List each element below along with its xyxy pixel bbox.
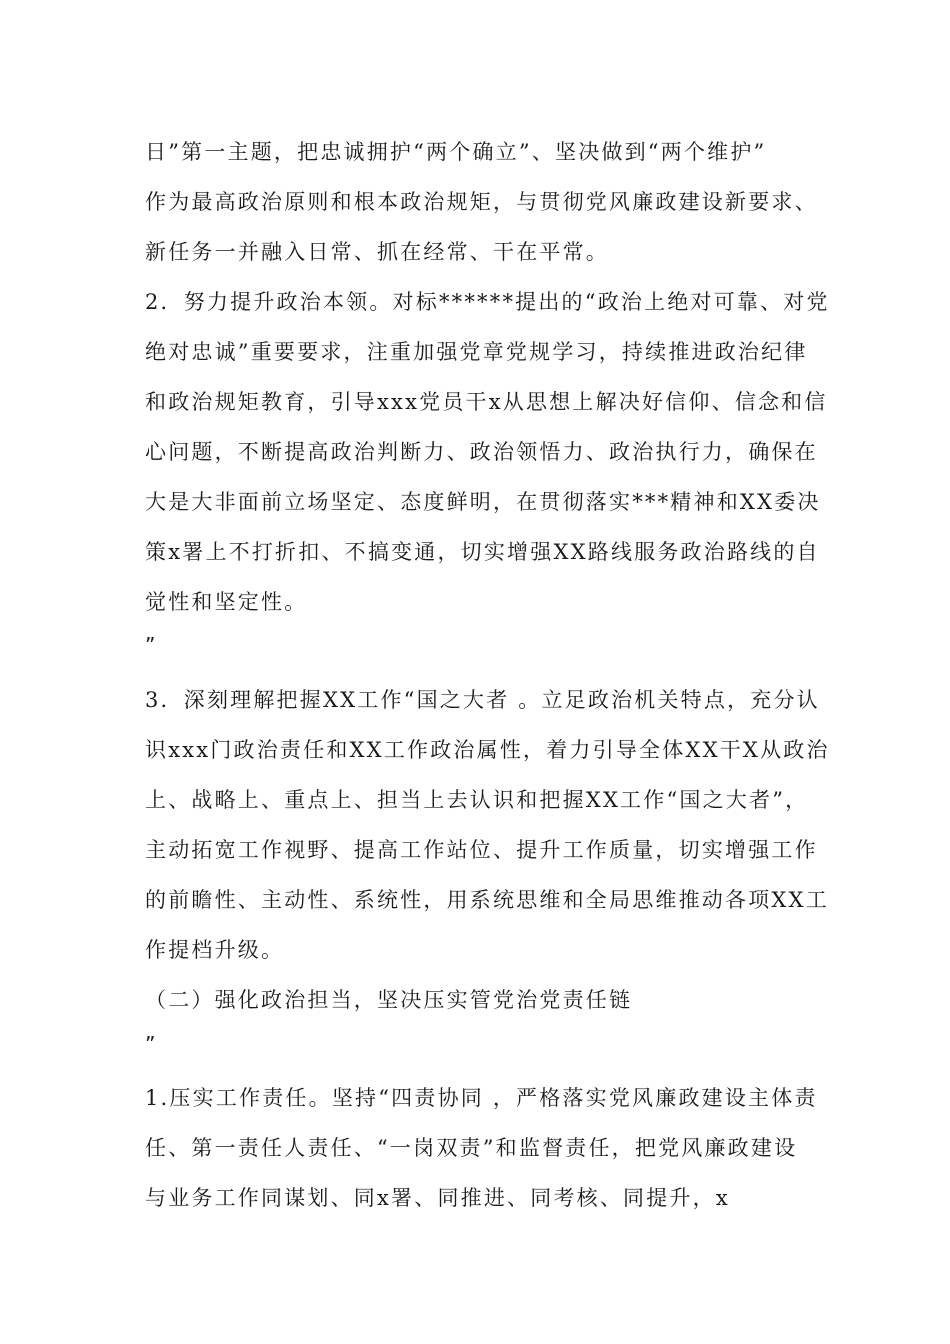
paragraph-line: 的前瞻性、主动性、系统性，用系统思维和全局思维推动各项XX工: [145, 888, 829, 912]
paragraph-line: 和政治规矩教育，引导xxx党员干x从思想上解决好信仰、信念和信: [145, 390, 828, 414]
paragraph-line: 日”第一主题，把忠诚拥护“两个确立”、坚决做到“两个维护”: [145, 140, 767, 164]
stray-quote-mark: ”: [145, 1032, 156, 1056]
paragraph-line: 觉性和坚定性。: [145, 590, 308, 614]
paragraph-line: 绝对忠诚”重要要求，注重加强党章党规学习，持续推进政治纪律: [145, 340, 808, 364]
paragraph-line: 与业务工作同谋划、同x署、同推进、同考核、同提升，x: [145, 1186, 730, 1210]
paragraph-line: 大是大非面前立场坚定、态度鲜明，在贯彻落实***精神和XX委决: [145, 490, 821, 514]
stray-quote-mark: ”: [145, 633, 156, 657]
paragraph-line: 1.压实工作责任。坚持“四责协同 ，严格落实党风廉政建设主体责: [145, 1086, 818, 1110]
paragraph-line: 主动拓宽工作视野、提高工作站位、提升工作质量，切实增强工作: [145, 838, 818, 862]
paragraph-line: 策x署上不打折扣、不搞变通，切实增强XX路线服务政治路线的自: [145, 540, 820, 564]
paragraph-line: 任、第一责任人责任、“一岗双责”和监督责任，把党风廉政建设: [145, 1136, 798, 1160]
paragraph-line: 作提档升级。: [145, 938, 285, 962]
paragraph-line: 上、战略上、重点上、担当上去认识和把握XX工作“国之大者”，: [145, 788, 809, 812]
paragraph-line: 新任务一并融入日常、抓在经常、干在平常。: [145, 240, 609, 264]
paragraph-line: 心问题，不断提高政治判断力、政治领悟力、政治执行力，确保在: [145, 440, 818, 464]
section-heading: （二）强化政治担当，坚决压实管党治党责任链: [145, 988, 633, 1012]
paragraph-line: 识xxx门政治责任和XX工作政治属性，着力引导全体XX干X从政治: [145, 738, 830, 762]
paragraph-line: 3．深刻理解把握XX工作“国之大者 。立足政治机关特点，充分认: [145, 688, 820, 712]
paragraph-line: 作为最高政治原则和根本政治规矩，与贯彻党风廉政建设新要求、: [145, 190, 818, 214]
paragraph-line: 2．努力提升政治本领。对标******提出的“政治上绝对可靠、对党: [145, 290, 830, 314]
